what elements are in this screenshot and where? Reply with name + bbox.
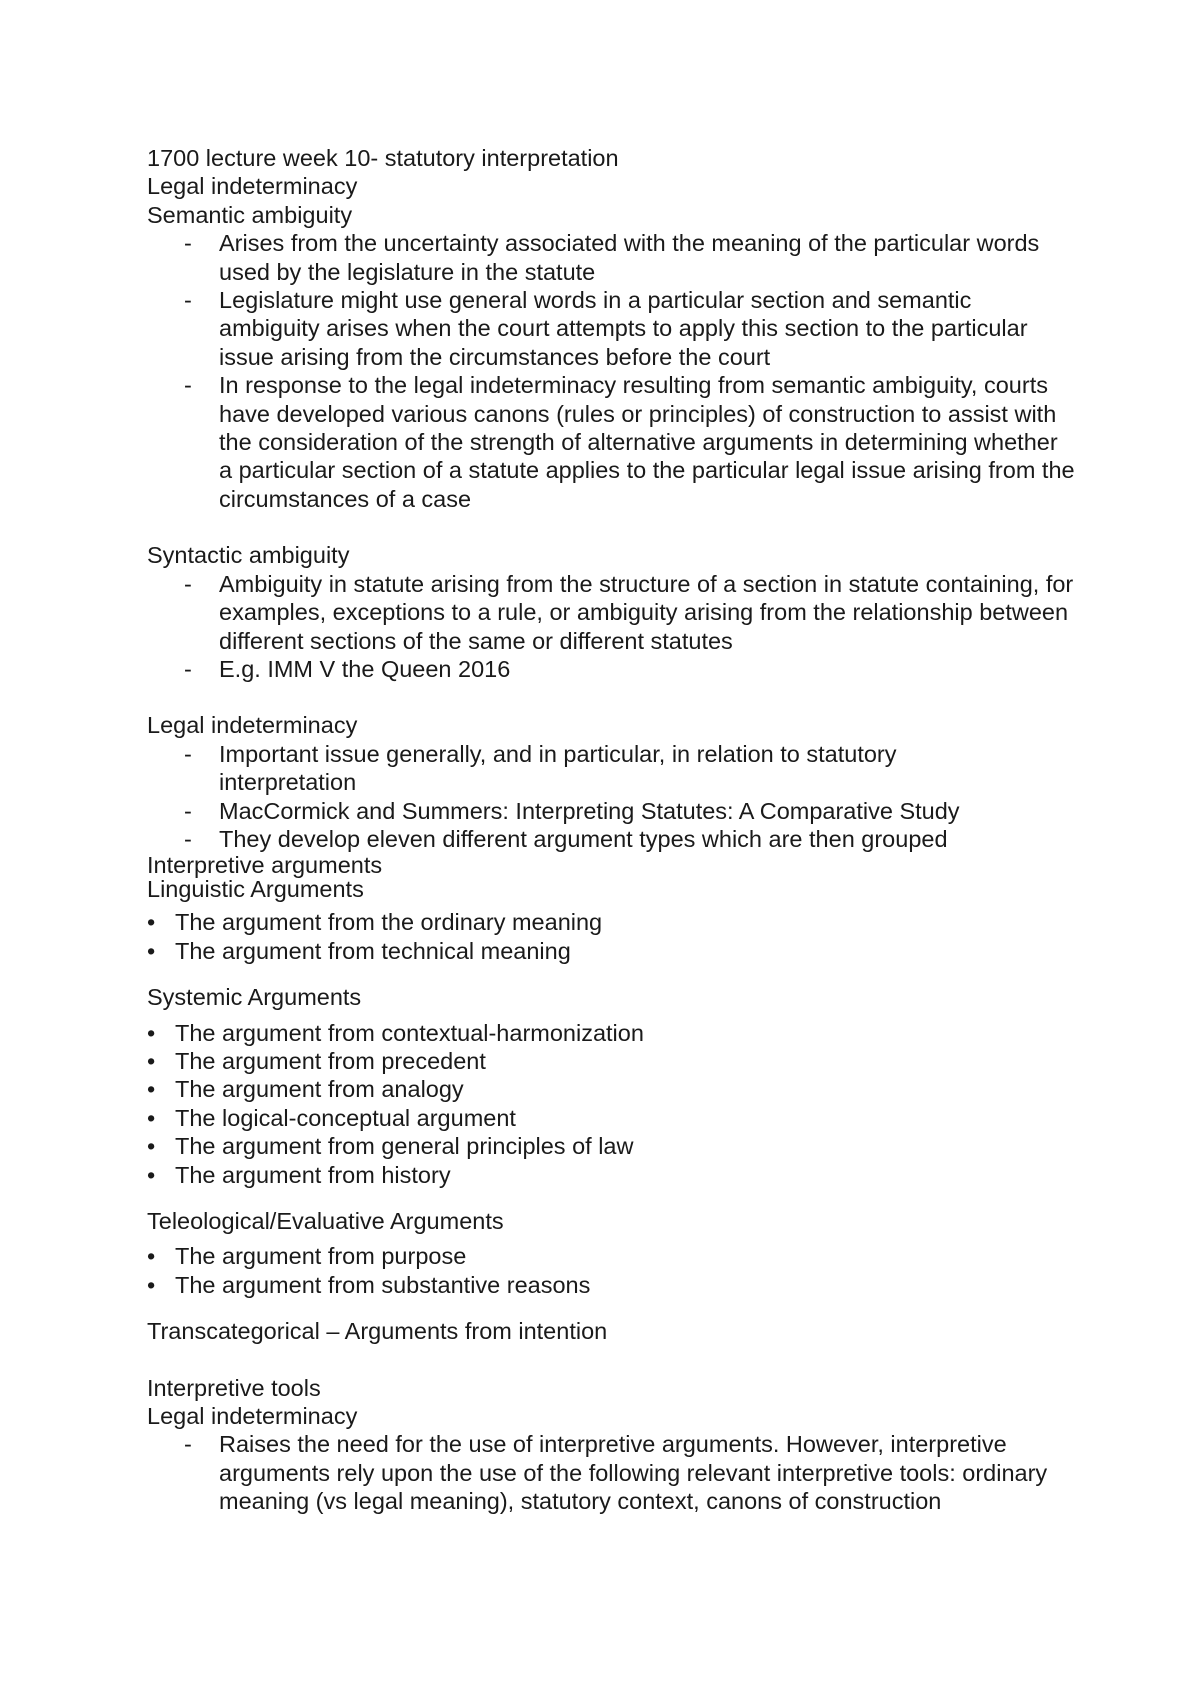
list-item-text: The argument from purpose (175, 1243, 467, 1270)
bullet-marker: • (147, 1047, 156, 1074)
list-item-text: The argument from substantive reasons (175, 1271, 591, 1298)
heading-interpretive-arguments: Interpretive arguments (147, 852, 383, 879)
dash-marker: - (184, 287, 192, 314)
list-item-text: The argument from general principles of law (175, 1133, 634, 1160)
list-item-text: Raises the need for the use of interpretive arguments. However, interpretive arguments rely upon the use of the following relevant interpretive tools: ordinary meaning (vs legal meaning), statutory context, canons of construction (219, 1431, 1048, 1515)
list-item (147, 1242, 1077, 1270)
list-item-text: E.g. IMM V the Queen 2016 (219, 655, 511, 682)
dash-marker: - (184, 570, 192, 597)
bullet-marker: • (147, 909, 156, 936)
dash-marker: - (184, 230, 192, 257)
semantic-ambiguity-list (147, 229, 1077, 513)
bullet-marker: • (147, 1076, 156, 1103)
list-item (147, 1047, 1077, 1075)
list-item (147, 797, 1077, 825)
dash-marker: - (184, 825, 192, 852)
dash-marker: - (184, 372, 192, 399)
transcategorical-arguments: Transcategorical – Arguments from intention (147, 1318, 608, 1345)
interpretive-tools-list (147, 1430, 1077, 1515)
list-item-text: The logical-conceptual argument (175, 1104, 516, 1131)
list-item-text: The argument from technical meaning (175, 937, 571, 964)
list-item (147, 825, 1077, 853)
heading-legal-indeterminacy: Legal indeterminacy (147, 1403, 358, 1430)
dash-marker: - (184, 797, 192, 824)
heading-teleological-arguments: Teleological/Evaluative Arguments (147, 1208, 504, 1234)
list-item-text: The argument from precedent (175, 1047, 486, 1074)
bullet-marker: • (147, 1019, 156, 1046)
list-item (147, 286, 1075, 371)
list-item (147, 1104, 1077, 1132)
systemic-arguments-list (147, 1019, 1077, 1189)
bullet-marker: • (147, 1133, 156, 1160)
dash-marker: - (184, 655, 192, 682)
heading-linguistic-arguments: Linguistic Arguments (147, 876, 364, 903)
list-item (147, 655, 1077, 683)
dash-marker: - (184, 1431, 192, 1458)
bullet-marker: • (147, 1161, 156, 1188)
list-item (147, 570, 1075, 655)
list-item-text: MacCormick and Summers: Interpreting Statutes: A Comparative Study (219, 797, 960, 824)
heading-legal-indeterminacy: Legal indeterminacy (147, 712, 358, 739)
heading-legal-indeterminacy: Legal indeterminacy (147, 173, 358, 200)
list-item (147, 908, 1077, 936)
list-item-text: Arises from the uncertainty associated with the meaning of the particular words used by the legislature in the statute (219, 230, 1040, 285)
list-item-text: The argument from history (175, 1161, 451, 1188)
list-item-text: The argument from contextual-harmonization (175, 1019, 644, 1046)
bullet-marker: • (147, 1271, 156, 1298)
list-item (147, 1132, 1077, 1160)
list-item (147, 371, 1075, 513)
list-item (147, 937, 1077, 965)
list-item-text: The argument from the ordinary meaning (175, 909, 603, 936)
list-item (147, 1019, 1077, 1047)
list-item-text: The argument from analogy (175, 1076, 464, 1103)
list-item-text: Ambiguity in statute arising from the structure of a section in statute containing, for examples, exceptions to a rule, or ambiguity arising from the relationship between different sections of the same or different statutes (219, 570, 1074, 654)
list-item-text: Legislature might use general words in a particular section and semantic ambiguity arises when the court attempts to apply this section to the particular issue arising from the circumstances before the court (219, 287, 1028, 370)
document-page (147, 144, 1077, 1516)
list-item (147, 1075, 1077, 1103)
syntactic-ambiguity-list (147, 570, 1077, 684)
bullet-marker: • (147, 937, 156, 964)
heading-systemic-arguments: Systemic Arguments (147, 984, 362, 1011)
list-item (147, 740, 1009, 797)
teleological-arguments-list (147, 1242, 1077, 1299)
heading-semantic-ambiguity: Semantic ambiguity (147, 201, 353, 228)
heading-interpretive-tools: Interpretive tools (147, 1374, 321, 1401)
list-item-text: Important issue generally, and in particular, in relation to statutory interpretation (219, 740, 897, 796)
list-item (147, 1161, 1077, 1189)
dash-marker: - (184, 740, 192, 767)
list-item (147, 229, 1045, 286)
list-item (147, 1430, 1055, 1515)
linguistic-arguments-list (147, 908, 1077, 965)
list-item (147, 1271, 1077, 1299)
list-item-text: They develop eleven different argument types which are then grouped (219, 825, 948, 852)
document-title: 1700 lecture week 10- statutory interpretation (147, 145, 619, 171)
bullet-marker: • (147, 1243, 156, 1270)
heading-syntactic-ambiguity: Syntactic ambiguity (147, 542, 350, 569)
legal-indeterminacy-list (147, 740, 1077, 854)
bullet-marker: • (147, 1104, 156, 1131)
list-item-text: In response to the legal indeterminacy resulting from semantic ambiguity, courts have developed various canons (rules or principles) of construction to assist with the consideration of the strength of alternative arguments in determining whether a particular section of a statute applies to the particular legal issue arising from the circumstances of a case (219, 372, 1075, 512)
